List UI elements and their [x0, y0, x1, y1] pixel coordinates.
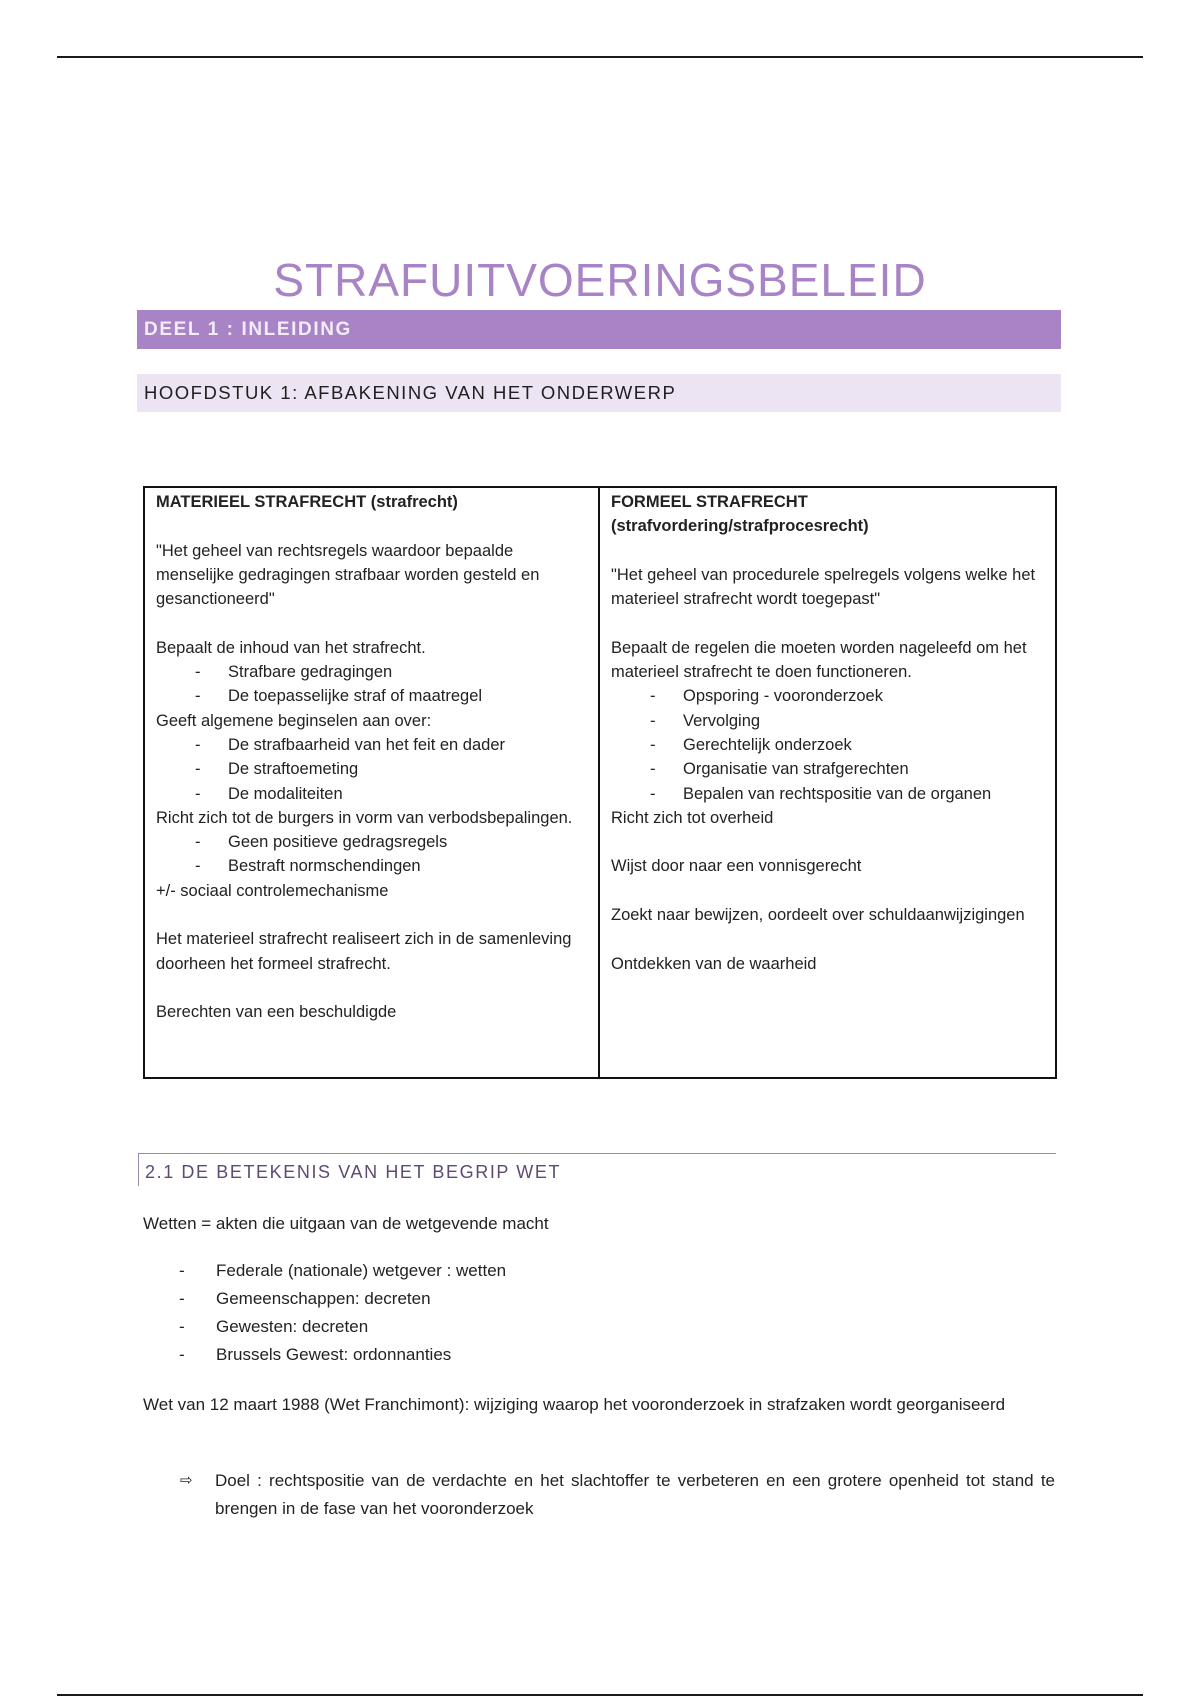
- table-column-materieel: [145, 488, 600, 1077]
- list-item: - Bestraft normschendingen: [195, 854, 588, 878]
- table-column-formeel: [600, 488, 1055, 1077]
- wetten-definition: Wetten = akten die uitgaan van de wetgevende macht: [143, 1214, 549, 1233]
- list-item: - Bepalen van rechtspositie van de organen: [650, 782, 1047, 806]
- column-heading: FORMEEL STRAFRECHT (strafvordering/strafprocesrecht): [611, 493, 869, 536]
- list-item: - Gerechtelijk onderzoek: [650, 733, 1047, 757]
- hoofdstuk-heading: HOOFDSTUK 1: AFBAKENING VAN HET ONDERWERP: [137, 374, 1061, 412]
- list-item: - Gemeenschappen: decreten: [179, 1285, 1055, 1313]
- document-title: STRAFUITVOERINGSBELEID: [273, 253, 927, 306]
- list-item: - Strafbare gedragingen: [195, 660, 588, 684]
- paragraph: Berechten van een beschuldigde: [156, 1003, 397, 1022]
- bullet-list: [156, 660, 588, 709]
- paragraph: +/- sociaal controlemechanisme: [156, 881, 389, 900]
- paragraph: Bepaalt de inhoud van het strafrecht.: [156, 638, 426, 657]
- paragraph: Richt zich tot de burgers in vorm van verbodsbepalingen.: [156, 808, 573, 827]
- paragraph: Bepaalt de regelen die moeten worden nageleefd om het materieel strafrecht te doen functioneren.: [611, 638, 1027, 682]
- list-item: - De modaliteiten: [195, 782, 588, 806]
- list-item: - De toepasselijke straf of maatregel: [195, 684, 588, 708]
- list-item: - Vervolging: [650, 709, 1047, 733]
- list-item: - Opsporing - vooronderzoek: [650, 684, 1047, 708]
- header-rule: [57, 56, 1143, 58]
- list-item: - Gewesten: decreten: [179, 1313, 1055, 1341]
- paragraph: Wijst door naar een vonnisgerecht: [611, 857, 862, 876]
- paragraph: Geeft algemene beginselen aan over:: [156, 711, 432, 730]
- bullet-list: [611, 684, 1047, 805]
- deel-heading: DEEL 1 : INLEIDING: [137, 310, 1061, 349]
- column-heading: MATERIEEL STRAFRECHT (strafrecht): [156, 493, 458, 511]
- paragraph: Zoekt naar bewijzen, oordeelt over schuldaanwijzigingen: [611, 906, 1025, 925]
- list-item: - Federale (nationale) wetgever : wetten: [179, 1257, 1055, 1285]
- definition-quote: "Het geheel van rechtsregels waardoor bepaalde menselijke gedragingen strafbaar worden gesteld en gesanctioneerd": [156, 541, 540, 609]
- list-item: - Brussels Gewest: ordonnanties: [179, 1341, 1055, 1369]
- list-item: - De straftoemeting: [195, 757, 588, 781]
- section-heading-2-1: 2.1 DE BETEKENIS VAN HET BEGRIP WET: [138, 1153, 1056, 1186]
- paragraph: Ontdekken van de waarheid: [611, 954, 817, 973]
- doel-item: [180, 1467, 1055, 1523]
- arrow-right-icon: ⇨: [180, 1472, 193, 1489]
- wet-franchimont-paragraph: Wet van 12 maart 1988 (Wet Franchimont): wijziging waarop het vooronderzoek in strafzaken wordt georganiseerd: [143, 1395, 1006, 1414]
- list-item: - Geen positieve gedragsregels: [195, 830, 588, 854]
- doel-text: Doel : rechtspositie van de verdachte en het slachtoffer te verbeteren en een grotere openheid tot stand te brengen in de fase van het vooronderzoek: [215, 1471, 1055, 1518]
- definition-quote: "Het geheel van procedurele spelregels volgens welke het materieel strafrecht wordt toegepast": [611, 565, 1036, 609]
- paragraph: Richt zich tot overheid: [611, 808, 774, 827]
- wetten-list: [143, 1257, 1055, 1369]
- bullet-list: [156, 733, 588, 806]
- comparison-table: [143, 486, 1057, 1079]
- footer-rule: [57, 1694, 1143, 1696]
- paragraph: Het materieel strafrecht realiseert zich in de samenleving doorheen het formeel strafrecht.: [156, 930, 572, 973]
- list-item: - De strafbaarheid van het feit en dader: [195, 733, 588, 757]
- list-item: - Organisatie van strafgerechten: [650, 757, 1047, 781]
- bullet-list: [156, 830, 588, 879]
